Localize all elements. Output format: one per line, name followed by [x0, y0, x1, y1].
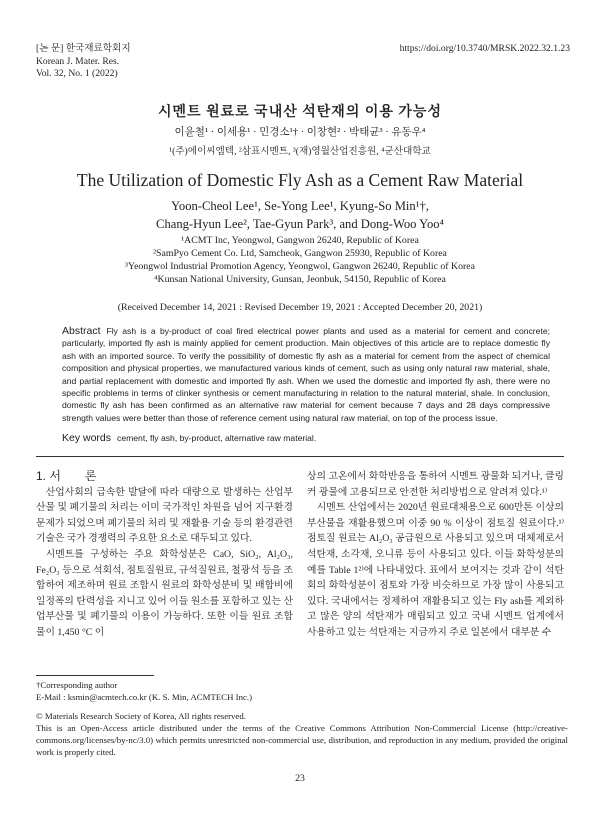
paragraph: 산업사회의 급속한 발달에 따라 대량으로 발생하는 산업부산물 및 폐기물의 처리는 이미 국가적인 차원을 넘어 지구환경 문제가 되었으며 폐기물의 처리 및 재활용 기술 등의 환경관련 기술은 국가 경쟁력의 주요한 요소로 대두되고 있다. — [36, 486, 293, 545]
affiliation-3: ³Yeongwol Industrial Promotion Agency, Yeongwol, Gangwon 26240, Republic of Korea — [125, 261, 475, 272]
abstract — [62, 325, 550, 424]
affiliation-4: ⁴Kunsan National University, Gunsan, Jeonbuk, 54150, Republic of Korea — [154, 274, 446, 285]
paragraph: 상의 고온에서 화학반응을 통하여 시멘트 광물화 되거나, 클링커 광물에 고용되므로 안전한 처리방법으로 알려져 있다.¹⁾ — [307, 471, 564, 498]
journal-volume: Vol. 32, No. 1 (2022) — [36, 68, 118, 79]
affiliation-1: ¹ACMT Inc, Yeongwol, Gangwon 26240, Republic of Korea — [181, 235, 419, 246]
section-heading: 1. 서 론 — [36, 469, 97, 483]
received-dates: (Received December 14, 2021 : Revised December 19, 2021 : Accepted December 20, 2021) — [117, 302, 483, 313]
license-footnote — [36, 710, 568, 758]
korean-authors: 이윤철¹ · 이세용¹ · 민경소¹† · 이창현² · 박태균³ · 유동우⁴ — [174, 127, 426, 138]
corresponding-footnote — [36, 679, 252, 703]
english-authors-line-1: Yoon-Cheol Lee¹, Se-Yong Lee¹, Kyung-So Min¹†, — [171, 199, 429, 213]
english-title: The Utilization of Domestic Fly Ash as a Cement Raw Material — [76, 170, 524, 190]
corresponding-email: E-Mail : ksmin@acmtech.co.kr (K. S. Min, ACMTECH Inc.) — [36, 692, 253, 702]
footnote-divider — [36, 675, 154, 676]
journal-korean-name: [논 문] 한국재료학회지 — [36, 43, 131, 54]
doi-link[interactable]: https://doi.org/10.3740/MRSK.2022.32.1.23 — [399, 43, 570, 54]
page-number: 23 — [295, 773, 305, 784]
korean-title: 시멘트 원료로 국내산 석탄재의 이용 가능성 — [158, 105, 442, 120]
affiliation-2: ²SamPyo Cement Co. Ltd, Samcheok, Gangwon 25930, Republic of Korea — [153, 248, 447, 259]
korean-affiliations: ¹(주)에이씨엠텍, ²삼표시멘트, ³(재)영월산업진흥원, ⁴군산대학교 — [169, 146, 431, 157]
corresponding-author: †Corresponding author — [36, 680, 118, 690]
journal-english-name: Korean J. Mater. Res. — [36, 55, 120, 67]
license-text: This is an Open-Access article distributed under the terms of the Creative Commons Attribution Non-Commercial License (http://creative-commons.org/licenses/by-nc/3.0) which permits unrestricted non-commercial use, distribution, and reproduction in any medium, provided the original work is properly cited. — [36, 723, 568, 757]
abstract-label: Abstract — [62, 325, 101, 337]
english-authors-line-2: Chang-Hyun Lee², Tae-Gyun Park³, and Dong-Woo Yoo⁴ — [156, 217, 444, 231]
keywords-text: cement, fly ash, by-product, alternative raw material. — [117, 433, 317, 443]
english-affiliations — [0, 234, 600, 286]
english-authors — [0, 197, 600, 233]
right-column — [307, 469, 564, 641]
keywords — [62, 432, 550, 444]
paragraph: 시멘트 산업에서는 2020년 원료대체용으로 600만톤 이상의 부산물을 재활용했으며 이중 90 % 이상이 점토질 원료이다.¹⁾ 점토질 원료는 Al₂O₃ 공급원으로 사용되고 있으며 대체제로서 석탄재, 소각재, 오니류 등이 사용되고 있다. 이들 화학성분의 예를 Table 1²⁾에 나타내었다. 표에서 보여지는 것과 같이 석탄회의 화학성분이 점토와 가장 비슷하므로 가장 많이 사용되고 있다. 국내에서는 정제하여 재활용되고 있는 Fly ash를 제외하고 많은 양의 석탄재가 매립되고 있고 국내 시멘트 업계에서 사용하고 있는 석탄재는 지금까지 주로 일본에서 대부분 수 — [307, 502, 564, 638]
divider — [36, 456, 564, 457]
paragraph: 시멘트를 구성하는 주요 화학성분은 CaO, SiO₂, Al₂O₃, Fe₂O₃ 등으로 석회석, 점토질원료, 규석질원료, 철광석 등을 조합하여 제조하며 원료 조합시 원료의 화학성분비 및 배합비에 일정폭의 탄력성을 지니고 있어 이들 원소를 포함하고 있는 산업부산물 및 폐기물의 이용이 가능하다. 또한 이들 원료 조합물이 1,450 °C 이 — [36, 548, 293, 638]
journal-header — [36, 43, 131, 81]
abstract-text: Fly ash is a by-product of coal fired electrical power plants and used as a material for cement and concrete; particularly, imported fly ash is mainly applied for cement production. Main objectives of this article are to replace domestic fly ash with an imported source. To verify the possibility of domestic fly ash as a material for cement from the aspect of chemical composition and physical properties, we manufactured various kinds of cement, such as using only natural raw material, shale, and partial replacement with domestic and imported fly ash. When we used the domestic and imported fly ash, there were no specific problems in terms of clinker synthesis or cement manufacturing in relation to the natural material, shale. In conclusion, domestic fly ash has been confirmed as an alternative raw material for cement because 7 days and 28 days compressive strength values were better than those of reference cement using natural raw material, on top of the process issue. — [62, 326, 550, 423]
left-column — [36, 469, 293, 641]
copyright: © Materials Research Society of Korea, All rights reserved. — [36, 711, 246, 721]
keywords-label: Key words — [62, 432, 112, 444]
